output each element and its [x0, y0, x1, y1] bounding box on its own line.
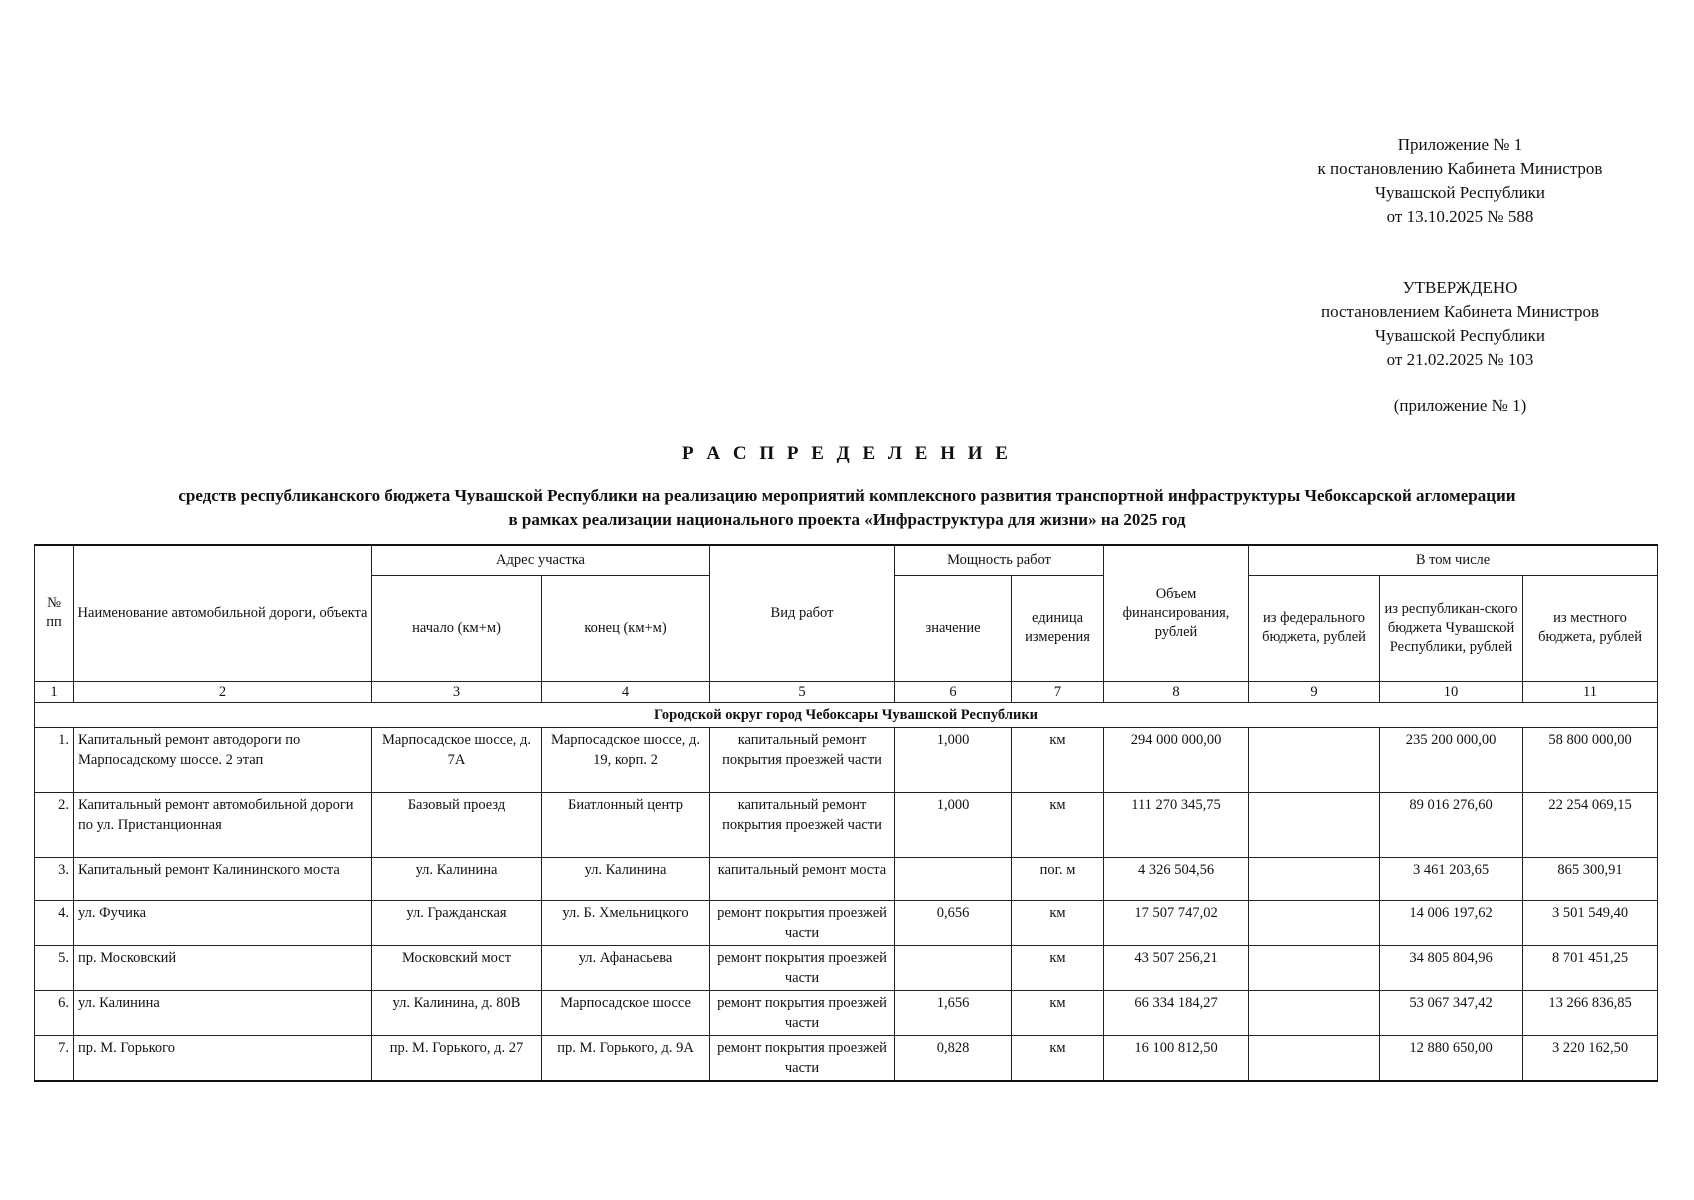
address-start: Московский мост [372, 945, 542, 990]
appendix-note: (приложение № 1) [1393, 396, 1527, 415]
column-number: 5 [710, 681, 895, 702]
funding-total: 111 270 345,75 [1104, 792, 1249, 857]
address-end: ул. Б. Хмельницкого [542, 900, 710, 945]
header-num: № пп [35, 545, 74, 681]
appendix-line: Чувашской Республики [1374, 183, 1546, 202]
header-name: Наименование автомобильной дороги, объекта [74, 545, 372, 681]
column-number-row [35, 681, 1658, 702]
header-end: конец (км+м) [542, 575, 710, 681]
funding-republic: 235 200 000,00 [1380, 727, 1523, 792]
row-number: 7. [35, 1035, 74, 1081]
capacity-unit: км [1012, 990, 1104, 1035]
section-row [35, 702, 1658, 727]
capacity-value: 1,000 [895, 792, 1012, 857]
funding-local: 58 800 000,00 [1523, 727, 1658, 792]
address-start: Базовый проезд [372, 792, 542, 857]
address-end: Марпосадское шоссе, д. 19, корп. 2 [542, 727, 710, 792]
funding-total: 16 100 812,50 [1104, 1035, 1249, 1081]
work-type: ремонт покрытия проезжей части [710, 945, 895, 990]
address-end: ул. Калинина [542, 857, 710, 900]
column-number: 3 [372, 681, 542, 702]
address-start: Марпосадское шоссе, д. 7А [372, 727, 542, 792]
header-federal: из федерального бюджета, рублей [1249, 575, 1380, 681]
funding-local: 22 254 069,15 [1523, 792, 1658, 857]
capacity-value: 0,656 [895, 900, 1012, 945]
header-start: начало (км+м) [372, 575, 542, 681]
header-unit: единица измерения [1012, 575, 1104, 681]
capacity-value [895, 945, 1012, 990]
funding-republic: 89 016 276,60 [1380, 792, 1523, 857]
row-number: 5. [35, 945, 74, 990]
approved-heading: УТВЕРЖДЕНО [1402, 278, 1518, 297]
appendix-line: к постановлению Кабинета Министров [1317, 159, 1603, 178]
table-row [35, 727, 1658, 792]
address-end: ул. Афанасьева [542, 945, 710, 990]
funding-total: 66 334 184,27 [1104, 990, 1249, 1035]
funding-republic: 14 006 197,62 [1380, 900, 1523, 945]
work-type: ремонт покрытия проезжей части [710, 990, 895, 1035]
column-number: 4 [542, 681, 710, 702]
table-row [35, 900, 1658, 945]
funding-republic: 53 067 347,42 [1380, 990, 1523, 1035]
address-end: Марпосадское шоссе [542, 990, 710, 1035]
approved-line: Чувашской Республики [1374, 326, 1546, 345]
document-title: Р А С П Р Е Д Е Л Е Н И Е [682, 443, 1012, 464]
column-number: 9 [1249, 681, 1380, 702]
funding-local: 3 501 549,40 [1523, 900, 1658, 945]
address-start: ул. Гражданская [372, 900, 542, 945]
row-number: 6. [35, 990, 74, 1035]
capacity-unit: км [1012, 945, 1104, 990]
header-local: из местного бюджета, рублей [1523, 575, 1658, 681]
address-start: ул. Калинина, д. 80В [372, 990, 542, 1035]
capacity-value: 1,656 [895, 990, 1012, 1035]
funding-local: 3 220 162,50 [1523, 1035, 1658, 1081]
address-end: пр. М. Горького, д. 9А [542, 1035, 710, 1081]
table-row [35, 792, 1658, 857]
funding-republic: 12 880 650,00 [1380, 1035, 1523, 1081]
appendix-line: Приложение № 1 [1397, 135, 1523, 154]
funding-republic: 3 461 203,65 [1380, 857, 1523, 900]
work-type: капитальный ремонт моста [710, 857, 895, 900]
funding-federal [1249, 945, 1380, 990]
table-row [35, 945, 1658, 990]
table-row [35, 857, 1658, 900]
funding-local: 865 300,91 [1523, 857, 1658, 900]
row-number: 3. [35, 857, 74, 900]
table-row [35, 1035, 1658, 1081]
header-value: значение [895, 575, 1012, 681]
capacity-unit: км [1012, 727, 1104, 792]
appendix-date-number: от 13.10.2025 № 588 [1386, 207, 1534, 226]
funding-federal [1249, 900, 1380, 945]
funding-total: 17 507 747,02 [1104, 900, 1249, 945]
work-type: капитальный ремонт покрытия проезжей части [710, 727, 895, 792]
header-including: В том числе [1249, 545, 1658, 575]
header-capacity: Мощность работ [895, 545, 1104, 575]
header-republic: из республикан-ского бюджета Чувашской Республики, рублей [1380, 575, 1523, 681]
road-name: пр. Московский [74, 945, 372, 990]
capacity-value: 1,000 [895, 727, 1012, 792]
road-name: ул. Фучика [74, 900, 372, 945]
column-number: 11 [1523, 681, 1658, 702]
funding-federal [1249, 1035, 1380, 1081]
funding-total: 43 507 256,21 [1104, 945, 1249, 990]
column-number: 7 [1012, 681, 1104, 702]
column-number: 8 [1104, 681, 1249, 702]
distribution-table [34, 544, 1658, 1082]
subtitle-line: средств республиканского бюджета Чувашской Республики на реализацию мероприятий комплексного развития транспортной инфраструктуры Чебоксарской агломерации [178, 486, 1516, 505]
row-number: 4. [35, 900, 74, 945]
work-type: ремонт покрытия проезжей части [710, 900, 895, 945]
appendix-block [1270, 133, 1650, 229]
section-title: Городской округ город Чебоксары Чувашской Республики [35, 702, 1658, 727]
capacity-unit: пог. м [1012, 857, 1104, 900]
work-type: капитальный ремонт покрытия проезжей части [710, 792, 895, 857]
column-number: 1 [35, 681, 74, 702]
funding-federal [1249, 792, 1380, 857]
funding-total: 4 326 504,56 [1104, 857, 1249, 900]
funding-local: 13 266 836,85 [1523, 990, 1658, 1035]
approved-line: постановлением Кабинета Министров [1320, 302, 1600, 321]
address-start: пр. М. Горького, д. 27 [372, 1035, 542, 1081]
header-funding: Объем финансирования, рублей [1104, 545, 1249, 681]
column-number: 6 [895, 681, 1012, 702]
funding-federal [1249, 727, 1380, 792]
road-name: Капитальный ремонт автодороги по Марпосадскому шоссе. 2 этап [74, 727, 372, 792]
address-start: ул. Калинина [372, 857, 542, 900]
capacity-value [895, 857, 1012, 900]
column-number: 10 [1380, 681, 1523, 702]
funding-local: 8 701 451,25 [1523, 945, 1658, 990]
row-number: 2. [35, 792, 74, 857]
funding-federal [1249, 990, 1380, 1035]
capacity-unit: км [1012, 792, 1104, 857]
document-subtitle [60, 484, 1634, 532]
capacity-value: 0,828 [895, 1035, 1012, 1081]
address-end: Биатлонный центр [542, 792, 710, 857]
table-body [35, 681, 1658, 1081]
column-number: 2 [74, 681, 372, 702]
row-number: 1. [35, 727, 74, 792]
work-type: ремонт покрытия проезжей части [710, 1035, 895, 1081]
header-address: Адрес участка [372, 545, 710, 575]
subtitle-line: в рамках реализации национального проекта «Инфраструктура для жизни» на 2025 год [508, 510, 1186, 529]
road-name: Капитальный ремонт Калининского моста [74, 857, 372, 900]
funding-total: 294 000 000,00 [1104, 727, 1249, 792]
road-name: ул. Калинина [74, 990, 372, 1035]
funding-republic: 34 805 804,96 [1380, 945, 1523, 990]
road-name: Капитальный ремонт автомобильной дороги по ул. Пристанционная [74, 792, 372, 857]
funding-federal [1249, 857, 1380, 900]
header-work-type: Вид работ [710, 545, 895, 681]
capacity-unit: км [1012, 1035, 1104, 1081]
capacity-unit: км [1012, 900, 1104, 945]
road-name: пр. М. Горького [74, 1035, 372, 1081]
table-row [35, 990, 1658, 1035]
approved-block [1270, 276, 1650, 372]
approved-date-number: от 21.02.2025 № 103 [1386, 350, 1534, 369]
